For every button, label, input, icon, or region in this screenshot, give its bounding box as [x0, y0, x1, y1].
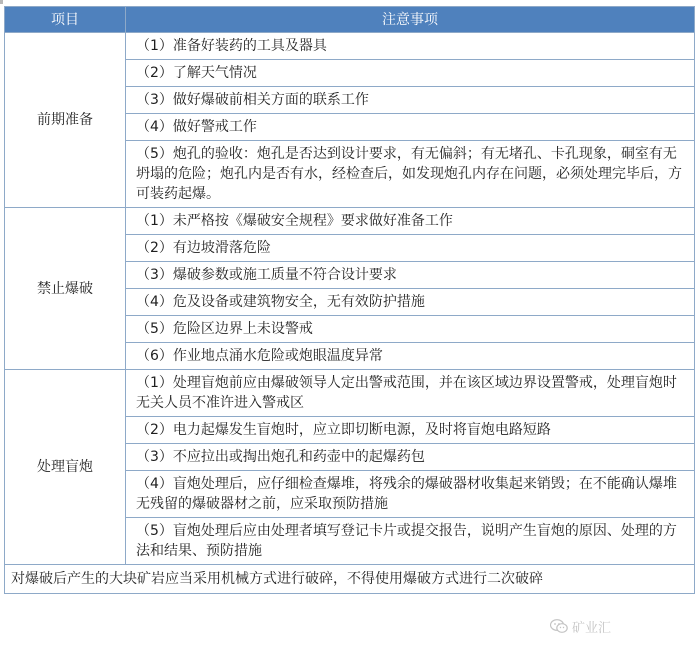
list-item: （1）处理盲炮前应由爆破领导人定出警戒范围，并在该区域边界设置警戒，处理盲炮时无关人员不准许进入警戒区 — [126, 370, 695, 417]
category-prep: 前期准备 — [5, 33, 126, 208]
safety-notes-table-container — [4, 6, 694, 594]
list-item: （4）危及设备或建筑物安全，无有效防护措施 — [126, 289, 695, 316]
list-item: （6）作业地点涌水危险或炮眼温度异常 — [126, 343, 695, 370]
list-item: （3）不应拉出或掏出炮孔和药壶中的起爆药包 — [126, 444, 695, 471]
table-footer-row — [5, 565, 695, 594]
safety-notes-table — [4, 6, 695, 594]
category-misfire: 处理盲炮 — [5, 370, 126, 565]
list-item: （1）未严格按《爆破安全规程》要求做好准备工作 — [126, 208, 695, 235]
list-item: （3）爆破参数或施工质量不符合设计要求 — [126, 262, 695, 289]
table-row — [5, 370, 695, 417]
list-item: （2）了解天气情况 — [126, 60, 695, 87]
list-item: （1）准备好装药的工具及器具 — [126, 33, 695, 60]
list-item: （2）有边坡滑落危险 — [126, 235, 695, 262]
category-prohibit: 禁止爆破 — [5, 208, 126, 370]
list-item: （5）危险区边界上未设警戒 — [126, 316, 695, 343]
watermark-text: 矿业汇 — [572, 620, 612, 636]
list-item: （4）盲炮处理后，应仔细检查爆堆，将残余的爆破器材收集起来销毁；在不能确认爆堆无残留的爆破器材之前，应采取预防措施 — [126, 471, 695, 518]
header-notes: 注意事项 — [126, 7, 695, 33]
wechat-icon — [550, 619, 568, 634]
list-item: （4）做好警戒工作 — [126, 114, 695, 141]
list-item: （5）盲炮处理后应由处理者填写登记卡片或提交报告，说明产生盲炮的原因、处理的方法和结果、预防措施 — [126, 518, 695, 565]
header-item: 项目 — [5, 7, 126, 33]
table-row — [5, 208, 695, 235]
corner-mark — [0, 0, 3, 4]
table-header-row — [5, 7, 695, 33]
footer-note: 对爆破后产生的大块矿岩应当采用机械方式进行破碎，不得使用爆破方式进行二次破碎 — [5, 565, 695, 594]
list-item: （5）炮孔的验收：炮孔是否达到设计要求，有无偏斜；有无堵孔、卡孔现象，硐室有无坍塌的危险；炮孔内是否有水，经检查后，如发现炮孔内存在问题，必须处理完毕后，方可装药起爆。 — [126, 141, 695, 208]
list-item: （3）做好爆破前相关方面的联系工作 — [126, 87, 695, 114]
table-row — [5, 33, 695, 60]
list-item: （2）电力起爆发生盲炮时，应立即切断电源，及时将盲炮电路短路 — [126, 417, 695, 444]
watermark — [550, 617, 670, 635]
